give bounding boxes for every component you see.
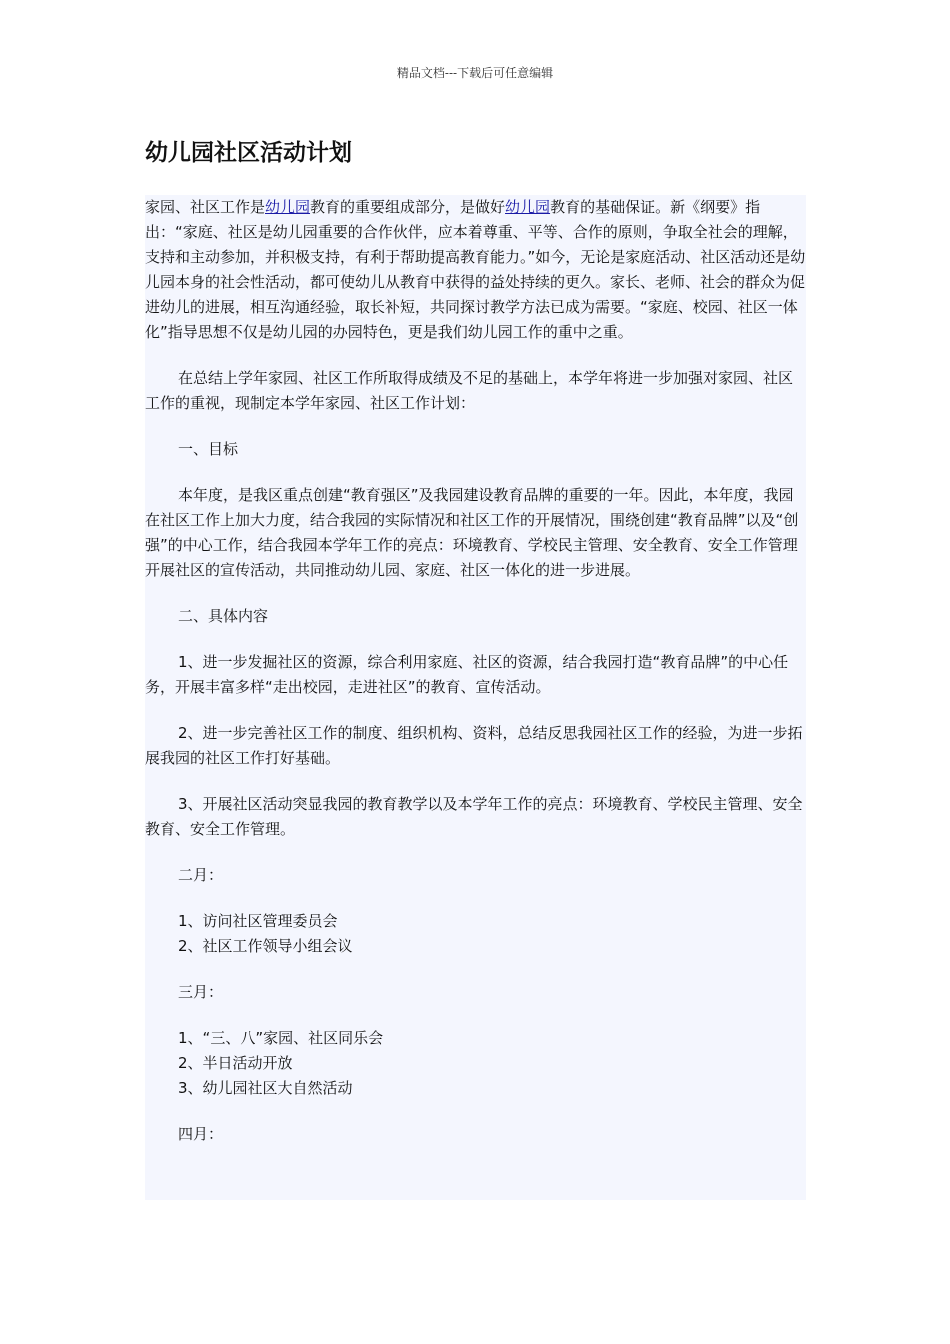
month-label-february: 二月： bbox=[178, 866, 224, 884]
goals-paragraph: 本年度，是我区重点创建“教育强区”及我园建设教育品牌的重要的一年。因此，本年度，我园在社区工作上加大力度，结合我园的实际情况和社区工作的开展情况，围绕创建“教育品牌”以及“创强”的中心工作，结合我园本学年工作的亮点：环境教育、学校民主管理、安全教育、安全工作管理开展社区的宣传活动，共同推动幼儿园、家庭、社区一体化的进一步进展。 bbox=[145, 486, 799, 579]
list-item: 2、半日活动开放 bbox=[178, 1054, 293, 1072]
list-item: 1、“三、八”家园、社区同乐会 bbox=[178, 1029, 384, 1047]
march-activity-list bbox=[145, 1026, 806, 1101]
intro-text-1: 家园、社区工作是 bbox=[145, 198, 266, 216]
section-heading-content: 二、具体内容 bbox=[178, 607, 269, 625]
intro-text-3: 教育的基础保证。新《纲要》指出：“家庭、社区是幼儿园重要的合作伙伴，应本着尊重、平等、合作的原则，争取全社会的理解，支持和主动参加，并积极支持，有利于帮助提高教育能力。”如今，无论是家庭活动、社区活动还是幼儿园本身的社会性活动，都可使幼儿从教育中获得的益处持续的更久。家长、老师、社会的群众为促进幼儿的进展，相互沟通经验，取长补短，共同探讨教学方法已成为需要。“家庭、校园、社区一体化”指导思想不仅是幼儿园的办园特色，更是我们幼儿园工作的重中之重。 bbox=[145, 198, 806, 341]
month-label-march: 三月： bbox=[178, 983, 224, 1001]
month-label-april: 四月： bbox=[178, 1125, 224, 1143]
intro-text-2: 教育的重要组成部分，是做好 bbox=[310, 198, 506, 216]
list-item: 3、幼儿园社区大自然活动 bbox=[178, 1079, 353, 1097]
february-activity-list bbox=[145, 909, 806, 959]
page-title: 幼儿园社区活动计划 bbox=[145, 140, 352, 166]
page-header: 精品文档---下载后可任意编辑 bbox=[396, 66, 554, 80]
kindergarten-link-1[interactable]: 幼儿园 bbox=[265, 198, 311, 216]
section-heading-goals: 一、目标 bbox=[178, 440, 239, 458]
content-item-2: 2、进一步完善社区工作的制度、组织机构、资料，总结反思我园社区工作的经验，为进一步拓展我园的社区工作打好基础。 bbox=[145, 724, 803, 767]
list-item: 2、社区工作领导小组会议 bbox=[178, 937, 353, 955]
content-item-1: 1、进一步发掘社区的资源，综合利用家庭、社区的资源，结合我园打造“教育品牌”的中心任务，开展丰富多样“走出校园，走进社区”的教育、宣传活动。 bbox=[145, 653, 789, 696]
article-body bbox=[145, 195, 806, 1200]
content-item-3: 3、开展社区活动突显我园的教育教学以及本学年工作的亮点：环境教育、学校民主管理、安全教育、安全工作管理。 bbox=[145, 795, 803, 838]
intro-paragraph bbox=[145, 195, 806, 345]
list-item: 1、访问社区管理委员会 bbox=[178, 912, 338, 930]
kindergarten-link-2[interactable]: 幼儿园 bbox=[505, 198, 551, 216]
summary-paragraph: 在总结上学年家园、社区工作所取得成绩及不足的基础上，本学年将进一步加强对家园、社区工作的重视，现制定本学年家园、社区工作计划： bbox=[145, 369, 794, 412]
